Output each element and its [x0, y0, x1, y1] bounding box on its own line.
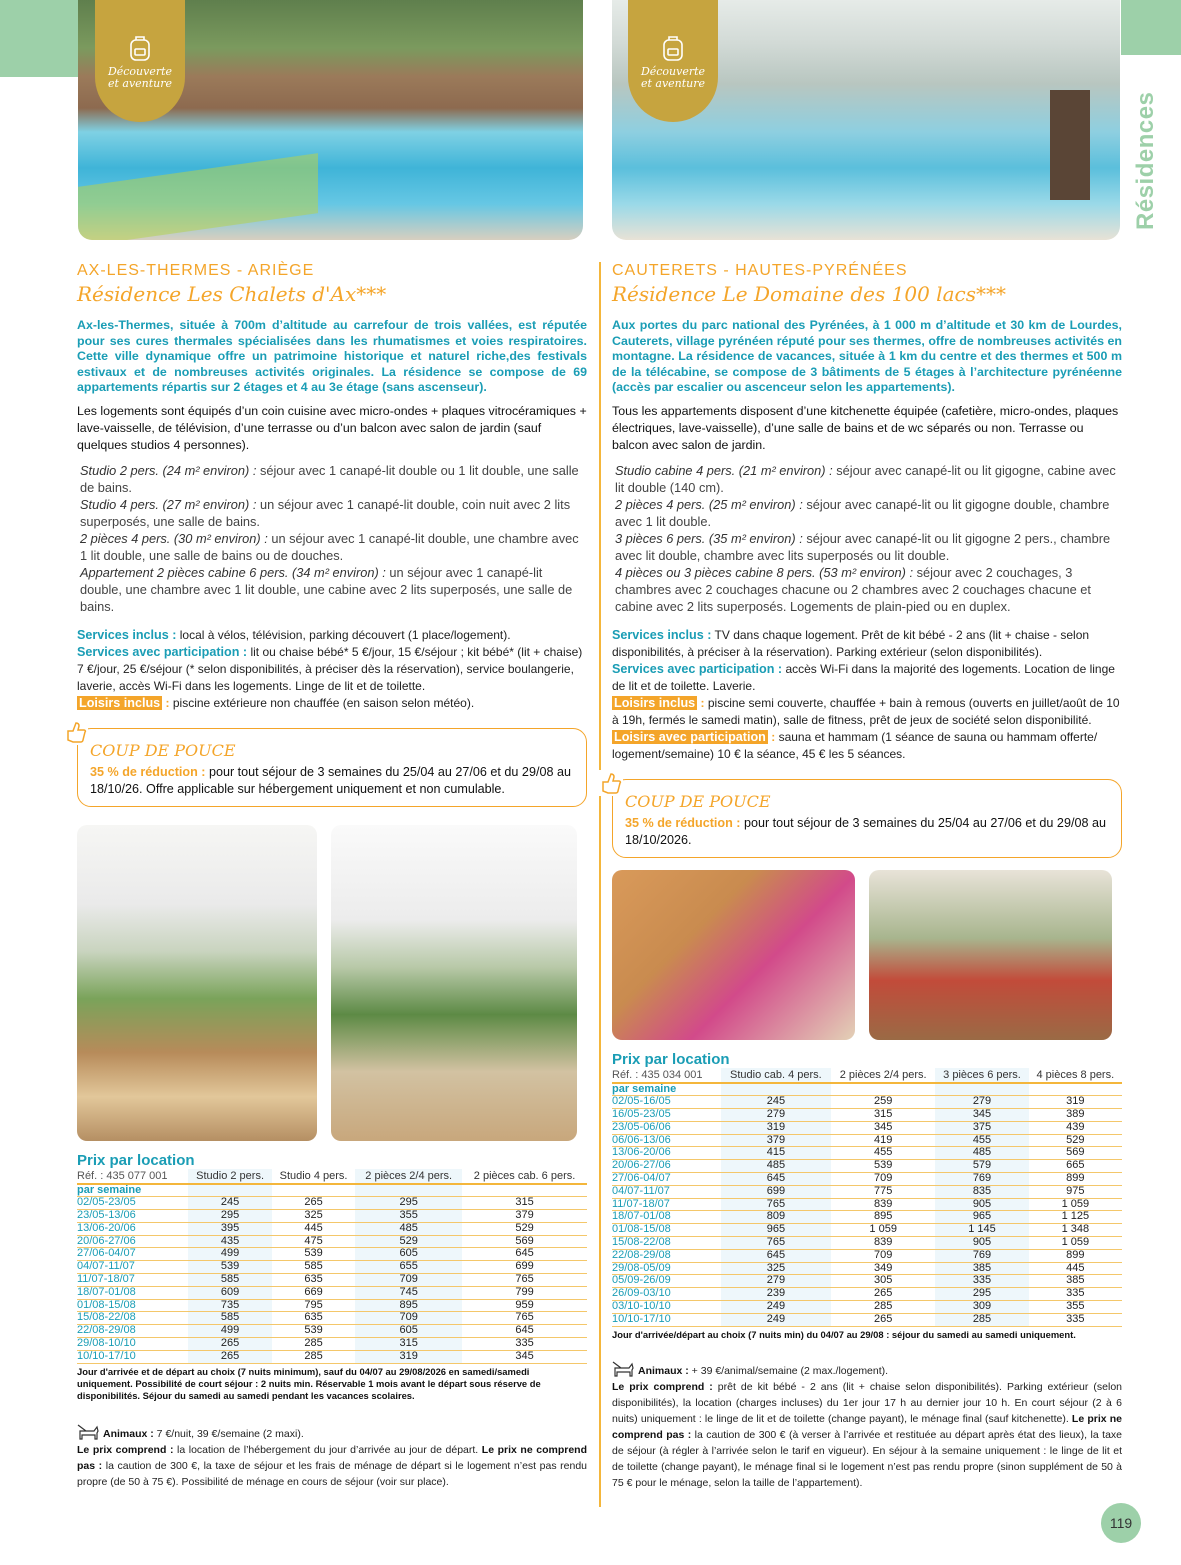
- price-cell: 455: [831, 1147, 935, 1160]
- dog-icon: [77, 1424, 99, 1440]
- period-cell: 11/07-18/07: [77, 1274, 188, 1287]
- price-cell: 899: [1029, 1249, 1122, 1262]
- table-row: [77, 1312, 587, 1325]
- table-row: [612, 1198, 1122, 1211]
- price-cell: 585: [188, 1274, 271, 1287]
- table-row: [612, 1173, 1122, 1186]
- services-block: [612, 627, 1122, 763]
- period-cell: 22/08-29/08: [612, 1249, 721, 1262]
- table-row: [612, 1237, 1122, 1250]
- price-cell: 699: [721, 1185, 831, 1198]
- theme-badge: [95, 0, 185, 122]
- price-cell: 765: [462, 1312, 587, 1325]
- leisure-paid: Loisirs avec participation : sauna et hammam (1 séance de sauna ou hammam offerte/ logement/semaine) 10 € la séance, 45 € les 5 séances.: [612, 729, 1098, 761]
- column-header: 4 pièces 8 pers.: [1029, 1068, 1122, 1083]
- price-cell: 635: [272, 1274, 355, 1287]
- price-cell: 959: [462, 1299, 587, 1312]
- price-cell: 585: [188, 1312, 271, 1325]
- table-row: [77, 1248, 587, 1261]
- price-cell: 529: [355, 1235, 462, 1248]
- photo-living-room: [331, 825, 577, 1141]
- price-cell: 699: [462, 1261, 587, 1274]
- price-cell: 279: [935, 1096, 1028, 1109]
- unit-item: 2 pièces 4 pers. (30 m² environ) : un séjour avec 1 canapé-lit double, une chambre avec 1 lit double, une salle de bains ou de douches.: [80, 530, 579, 563]
- period-cell: 18/07-01/08: [77, 1286, 188, 1299]
- unit-list: [615, 462, 1122, 615]
- promo-title: COUP DE POUCE: [625, 791, 771, 811]
- subheader: par semaine: [77, 1184, 188, 1197]
- price-cell: 905: [935, 1237, 1028, 1250]
- period-cell: 13/06-20/06: [77, 1222, 188, 1235]
- price-cell: 259: [831, 1096, 935, 1109]
- column-header: 2 pièces 2/4 pers.: [355, 1169, 462, 1184]
- price-cell: 315: [462, 1197, 587, 1210]
- price-cell: 1 125: [1029, 1211, 1122, 1224]
- table-row: [77, 1222, 587, 1235]
- price-cell: 835: [935, 1185, 1028, 1198]
- price-conditions: Le prix comprend : la location de l’hébergement du jour d’arrivée au jour de départ. Le prix ne comprend pas : la caution de 300 €, la taxe de séjour et les frais de ménage de départ si le logement n’est pas rendu propre (de 50 à 75 €). Possibilité de ménage en cours de séjour (voir sur place).: [77, 1443, 588, 1488]
- price-cell: 245: [188, 1197, 271, 1210]
- table-row: [612, 1160, 1122, 1173]
- price-cell: 735: [188, 1299, 271, 1312]
- period-cell: 05/09-26/09: [612, 1275, 721, 1288]
- table-row: [612, 1211, 1122, 1224]
- promo-box: [612, 779, 1122, 858]
- price-cell: 315: [831, 1109, 935, 1122]
- badge-line1: Découverte: [640, 65, 706, 78]
- photo-bedroom-balcony: [869, 870, 1112, 1040]
- price-cell: 605: [355, 1248, 462, 1261]
- period-cell: 20/06-27/06: [612, 1160, 721, 1173]
- period-cell: 13/06-20/06: [612, 1147, 721, 1160]
- price-title: Prix par location: [612, 1050, 730, 1068]
- price-cell: 455: [935, 1134, 1028, 1147]
- price-cell: 975: [1029, 1185, 1122, 1198]
- price-cell: 665: [1029, 1160, 1122, 1173]
- unit-item: 3 pièces 6 pers. (35 m² environ) : séjour avec canapé-lit ou lit gigogne 2 pers., chambre avec lit double, chambre avec lits superposés ou lit double.: [615, 530, 1111, 563]
- column-header: Studio 4 pers.: [272, 1169, 355, 1184]
- period-cell: 20/06-27/06: [77, 1235, 188, 1248]
- leisure-included: Loisirs inclus : piscine semi couverte, chauffée + bain à remous (ouverts en juillet/août de 10 à 19h, fermés le samedi matin), salle de fitness, prêt de jeux de société selon disponibilité.: [612, 695, 1120, 727]
- price-cell: 539: [188, 1261, 271, 1274]
- price-cell: 769: [935, 1173, 1028, 1186]
- table-row: [612, 1096, 1122, 1109]
- column-header: 2 pièces 2/4 pers.: [831, 1068, 935, 1083]
- price-cell: 745: [355, 1286, 462, 1299]
- price-cell: 345: [462, 1350, 587, 1363]
- listing-ax-les-thermes: [77, 262, 587, 1490]
- price-cell: 395: [188, 1222, 271, 1235]
- price-cell: 345: [831, 1121, 935, 1134]
- price-cell: 345: [935, 1109, 1028, 1122]
- table-row: [77, 1261, 587, 1274]
- promo-text: 35 % de réduction : pour tout séjour de 3 semaines du 25/04 au 27/06 et du 29/08 au 18/10/2026.: [625, 815, 1106, 847]
- period-cell: 10/10-17/10: [612, 1313, 721, 1326]
- price-conditions: Le prix comprend : prêt de kit bébé - 2 ans (lit + chaise selon disponibilités). Parking extérieur (selon disponibilités), la location (charges incluses) du 1er jour 17 h au dernier jour 10 h. En court séjour (2 à 6 nuits) uniquement : le linge de lit et de toilette (change payant), le ménage final (sauf kitchenette). Le prix ne comprend pas : la caution de 300 € (à verser à l’arrivée et restituée au départ après état des lieux), la taxe de séjour (à régler à l’arrivée selon le tarif en vigueur). En séjour à la semaine uniquement : le linge de lit et de toilette (change payant), le ménage final si le logement n’est pas rendu propre (sinon supplément de 50 à 75 € pour le ménage, selon la taille de l’appartement).: [612, 1380, 1122, 1489]
- price-cell: 309: [935, 1301, 1028, 1314]
- price-cell: 965: [721, 1224, 831, 1237]
- section-label: Résidences: [1132, 91, 1159, 230]
- price-cell: 605: [355, 1325, 462, 1338]
- price-cell: 295: [188, 1210, 271, 1223]
- price-cell: 355: [1029, 1301, 1122, 1314]
- residence-title: Résidence Les Chalets d'Ax***: [77, 282, 387, 306]
- price-cell: 769: [935, 1249, 1028, 1262]
- thumbs-up-icon: [599, 770, 623, 796]
- theme-badge: [628, 0, 718, 122]
- price-cell: 265: [831, 1313, 935, 1326]
- price-cell: 669: [272, 1286, 355, 1299]
- price-cell: 305: [831, 1275, 935, 1288]
- table-row: [77, 1235, 587, 1248]
- price-cell: 249: [721, 1313, 831, 1326]
- unit-list: [80, 462, 587, 615]
- period-cell: 29/08-05/09: [612, 1262, 721, 1275]
- unit-item: Studio cabine 4 pers. (21 m² environ) : séjour avec canapé-lit ou lit gigogne, cabine avec lit double (140 cm).: [615, 462, 1116, 495]
- price-cell: 319: [355, 1350, 462, 1363]
- price-cell: 539: [272, 1325, 355, 1338]
- table-row: [77, 1338, 587, 1351]
- period-cell: 15/08-22/08: [77, 1312, 188, 1325]
- price-cell: 415: [721, 1147, 831, 1160]
- table-row: [612, 1262, 1122, 1275]
- price-cell: 655: [355, 1261, 462, 1274]
- price-cell: 285: [935, 1313, 1028, 1326]
- price-cell: 539: [272, 1248, 355, 1261]
- table-row: [612, 1185, 1122, 1198]
- price-cell: 579: [935, 1160, 1028, 1173]
- table-row: [77, 1274, 587, 1287]
- badge-line1: Découverte: [107, 65, 173, 78]
- price-cell: 295: [935, 1288, 1028, 1301]
- services-block: [77, 627, 587, 712]
- services-paid: Services avec participation : accès Wi-Fi dans la majorité des logements. Location de linge de lit et de toilette. Laverie.: [612, 661, 1115, 693]
- ref-number: Réf. : 435 034 001: [612, 1068, 721, 1083]
- pets-and-price-info: [612, 1361, 1122, 1491]
- photo-dining-room: [77, 825, 317, 1141]
- price-cell: 645: [462, 1325, 587, 1338]
- period-cell: 27/06-04/07: [77, 1248, 188, 1261]
- period-cell: 22/08-29/08: [77, 1325, 188, 1338]
- price-cell: 645: [721, 1249, 831, 1262]
- period-cell: 10/10-17/10: [77, 1350, 188, 1363]
- price-cell: 375: [935, 1121, 1028, 1134]
- price-cell: 389: [1029, 1109, 1122, 1122]
- period-cell: 27/06-04/07: [612, 1173, 721, 1186]
- price-cell: 295: [355, 1197, 462, 1210]
- period-cell: 16/05-23/05: [612, 1109, 721, 1122]
- price-cell: 645: [721, 1173, 831, 1186]
- price-cell: 249: [721, 1301, 831, 1314]
- table-row: [612, 1275, 1122, 1288]
- photo-row: [612, 870, 1122, 1040]
- price-cell: 319: [721, 1121, 831, 1134]
- price-cell: 355: [355, 1210, 462, 1223]
- price-section: [77, 1153, 587, 1402]
- price-cell: 279: [721, 1275, 831, 1288]
- price-cell: 965: [935, 1211, 1028, 1224]
- price-cell: 325: [721, 1262, 831, 1275]
- period-cell: 02/05-23/05: [77, 1197, 188, 1210]
- unit-item: 2 pièces 4 pers. (25 m² environ) : séjour avec canapé-lit ou lit gigogne double, chambre avec 1 lit double.: [615, 496, 1110, 529]
- backpack-icon: [660, 34, 686, 62]
- price-cell: 839: [831, 1198, 935, 1211]
- price-cell: 435: [188, 1235, 271, 1248]
- promo-box: [77, 728, 587, 807]
- price-cell: 325: [272, 1210, 355, 1223]
- section-color-tab-right: [1121, 0, 1181, 55]
- equipment-text: Tous les appartements disposent d’une kitchenette équipée (cafetière, micro-ondes, plaques électriques, lave-vaisselle), d’une salle de bains et de wc séparés ou non. Terrasse ou balcon avec salon de jardin.: [612, 403, 1119, 452]
- unit-item: 4 pièces ou 3 pièces cabine 8 pers. (53 m² environ) : séjour avec 2 couchages, 3 chambres avec 2 couchages chacune ou 2 chambres avec 2 couchages chacune et cabine avec 2 lits superposés. Logements de plain-pied ou en duplex.: [615, 564, 1091, 614]
- price-cell: 529: [462, 1222, 587, 1235]
- intro-text: Ax-les-Thermes, située à 700m d’altitude au carrefour de trois vallées, est réputée pour ses cures thermales spécialisées dans les rhumatismes et voies respiratoires. Cette ville dynamique offre un patrimoine historique et naturel riche,des festivals estivaux et de nombreuses activités originales. La résidence se compose de 69 appartements répartis sur 2 étages et 4 au 3e étage (sans ascenseur).: [77, 318, 587, 394]
- price-cell: 905: [935, 1198, 1028, 1211]
- table-row: [77, 1286, 587, 1299]
- table-row: [612, 1313, 1122, 1326]
- price-cell: 439: [1029, 1121, 1122, 1134]
- price-cell: 539: [831, 1160, 935, 1173]
- price-cell: 285: [831, 1301, 935, 1314]
- price-cell: 775: [831, 1185, 935, 1198]
- price-cell: 1 145: [935, 1224, 1028, 1237]
- price-section: [612, 1052, 1122, 1341]
- period-cell: 15/08-22/08: [612, 1237, 721, 1250]
- price-cell: 385: [1029, 1275, 1122, 1288]
- page-number: 119: [1101, 1503, 1141, 1543]
- price-cell: 709: [355, 1274, 462, 1287]
- table-note: Jour d'arrivée/départ au choix (7 nuits min) du 04/07 au 29/08 : séjour du samedi au samedi uniquement.: [612, 1328, 1076, 1340]
- table-row: [612, 1109, 1122, 1122]
- price-cell: 379: [721, 1134, 831, 1147]
- price-cell: 335: [462, 1338, 587, 1351]
- price-cell: 485: [935, 1147, 1028, 1160]
- price-cell: 529: [1029, 1134, 1122, 1147]
- promo-title: COUP DE POUCE: [90, 740, 236, 760]
- period-cell: 01/08-15/08: [77, 1299, 188, 1312]
- table-row: [77, 1350, 587, 1363]
- section-color-tab: [0, 0, 78, 77]
- equipment-text: Les logements sont équipés d’un coin cuisine avec micro-ondes + plaques vitrocéramiques + lave-vaisselle, de télévision, d’une terrasse ou d’un balcon avec salon de jardin (sauf quelques studios 4 personnes).: [77, 403, 587, 452]
- table-row: [612, 1121, 1122, 1134]
- price-cell: 379: [462, 1210, 587, 1223]
- price-title: Prix par location: [77, 1151, 195, 1169]
- table-row: [77, 1210, 587, 1223]
- price-cell: 1 059: [831, 1224, 935, 1237]
- promo-text: 35 % de réduction : pour tout séjour de 3 semaines du 25/04 au 27/06 et du 29/08 au 18/10/26. Offre applicable sur hébergement uniquement et non cumulable.: [90, 764, 571, 796]
- table-row: [77, 1325, 587, 1338]
- period-cell: 06/06-13/06: [612, 1134, 721, 1147]
- photo-kitchen-breakfast: [612, 870, 855, 1040]
- column-header: 3 pièces 6 pers.: [935, 1068, 1028, 1083]
- period-cell: 04/07-11/07: [77, 1261, 188, 1274]
- pets-line: Animaux : + 39 €/animal/semaine (2 max./logement).: [612, 1361, 1122, 1379]
- price-cell: 335: [1029, 1288, 1122, 1301]
- period-cell: 18/07-01/08: [612, 1211, 721, 1224]
- price-cell: 569: [1029, 1147, 1122, 1160]
- price-cell: 445: [1029, 1262, 1122, 1275]
- leisure-included: Loisirs inclus : piscine extérieure non chauffée (en saison selon météo).: [79, 695, 475, 710]
- sun-loungers: [78, 153, 318, 240]
- photo-row: [77, 825, 587, 1141]
- price-cell: 245: [721, 1096, 831, 1109]
- price-cell: 499: [188, 1325, 271, 1338]
- table-row: [612, 1134, 1122, 1147]
- price-cell: 265: [272, 1197, 355, 1210]
- listing-cauterets: [612, 262, 1122, 1491]
- services-paid: Services avec participation : lit ou chaise bébé* 5 €/jour, 15 €/séjour ; kit bébé* (lit + chaise) 7 €/jour, 25 €/séjour (* selon disponibilités, à préciser dès la réservation), service boulangerie, laverie, accès Wi-Fi dans les logements. Linge de lit et de toilette.: [77, 644, 583, 693]
- table-row: [612, 1224, 1122, 1237]
- price-table: [77, 1169, 587, 1364]
- column-header: Studio cab. 4 pers.: [721, 1068, 831, 1083]
- price-cell: 765: [721, 1198, 831, 1211]
- period-cell: 02/05-16/05: [612, 1096, 721, 1109]
- price-cell: 475: [272, 1235, 355, 1248]
- badge-line2: et aventure: [640, 77, 706, 90]
- price-cell: 335: [935, 1275, 1028, 1288]
- price-cell: 319: [1029, 1096, 1122, 1109]
- column-header: Studio 2 pers.: [188, 1169, 271, 1184]
- services-included: Services inclus : TV dans chaque logement. Prêt de kit bébé - 2 ans (lit + chaise - selon disponibilités, à préciser à la réservation). Parking extérieur (selon disponibilités).: [612, 627, 1090, 659]
- period-cell: 03/10-10/10: [612, 1301, 721, 1314]
- price-cell: 285: [272, 1338, 355, 1351]
- period-cell: 23/05-13/06: [77, 1210, 188, 1223]
- plant-pot: [1050, 90, 1090, 200]
- price-cell: 569: [462, 1235, 587, 1248]
- price-cell: 315: [355, 1338, 462, 1351]
- price-cell: 239: [721, 1288, 831, 1301]
- table-row: [612, 1147, 1122, 1160]
- price-cell: 899: [1029, 1173, 1122, 1186]
- period-cell: 04/07-11/07: [612, 1185, 721, 1198]
- price-cell: 499: [188, 1248, 271, 1261]
- period-cell: 26/09-03/10: [612, 1288, 721, 1301]
- price-cell: 709: [831, 1173, 935, 1186]
- period-cell: 11/07-18/07: [612, 1198, 721, 1211]
- price-table: [612, 1068, 1122, 1327]
- price-cell: 485: [721, 1160, 831, 1173]
- table-row: [612, 1288, 1122, 1301]
- price-cell: 265: [188, 1338, 271, 1351]
- price-cell: 445: [272, 1222, 355, 1235]
- price-cell: 635: [272, 1312, 355, 1325]
- price-cell: 1 059: [1029, 1237, 1122, 1250]
- table-row: [77, 1197, 587, 1210]
- price-cell: 265: [831, 1288, 935, 1301]
- price-cell: 279: [721, 1109, 831, 1122]
- period-cell: 23/05-06/06: [612, 1121, 721, 1134]
- price-cell: 645: [462, 1248, 587, 1261]
- region-heading: CAUTERETS - HAUTES-PYRÉNÉES: [612, 262, 908, 279]
- price-cell: 895: [831, 1211, 935, 1224]
- price-cell: 709: [355, 1312, 462, 1325]
- price-cell: 765: [462, 1274, 587, 1287]
- unit-item: Studio 4 pers. (27 m² environ) : un séjour avec 1 canapé-lit double, coin nuit avec 2 lits superposés, une salle de bains.: [80, 496, 571, 529]
- backpack-icon: [127, 34, 153, 62]
- residence-title: Résidence Le Domaine des 100 lacs***: [612, 282, 1006, 306]
- price-cell: 795: [272, 1299, 355, 1312]
- price-cell: 485: [355, 1222, 462, 1235]
- price-cell: 609: [188, 1286, 271, 1299]
- price-cell: 335: [1029, 1313, 1122, 1326]
- region-heading: AX-LES-THERMES - ARIÈGE: [77, 262, 315, 279]
- table-row: [612, 1249, 1122, 1262]
- column-divider: [599, 262, 601, 1507]
- column-header: 2 pièces cab. 6 pers.: [462, 1169, 587, 1184]
- unit-item: Studio 2 pers. (24 m² environ) : séjour avec 1 canapé-lit double ou 1 lit double, une salle de bains.: [80, 462, 579, 495]
- price-cell: 839: [831, 1237, 935, 1250]
- intro-text: Aux portes du parc national des Pyrénées, à 1 000 m d’altitude et 30 km de Lourdes, Cauterets, village pyrénéen réputé pour ses thermes, offre de nombreuses activités en montagne. La résidence de vacances, située à 1 km du centre et des thermes et 500 m de la télécabine, se compose de 3 bâtiments de 5 étages à l’architecture pyrénéenne (accès par escalier ou ascenceur selon les appartements).: [612, 318, 1122, 394]
- badge-line2: et aventure: [107, 77, 173, 90]
- price-cell: 709: [831, 1249, 935, 1262]
- thumbs-up-icon: [64, 719, 88, 745]
- price-cell: 895: [355, 1299, 462, 1312]
- table-note: Jour d'arrivée et de départ au choix (7 nuits minimum), sauf du 04/07 au 29/08/2026 en samedi/samedi uniquement. Possibilité de court séjour : 2 nuits min. Réservable 1 mois avant le départ sous réserve de disponibilités. Séjour du samedi au samedi pendant les vacances scolaires.: [77, 1365, 541, 1401]
- unit-item: Appartement 2 pièces cabine 6 pers. (34 m² environ) : un séjour avec 1 canapé-lit double, une chambre avec 1 lit double, une cabine avec 2 lits superposés, une salle de bains.: [80, 564, 573, 614]
- ref-number: Réf. : 435 077 001: [77, 1169, 188, 1184]
- subheader: par semaine: [612, 1083, 721, 1096]
- pets-line: Animaux : 7 €/nuit, 39 €/semaine (2 maxi).: [77, 1424, 587, 1442]
- period-cell: 01/08-15/08: [612, 1224, 721, 1237]
- price-cell: 265: [188, 1350, 271, 1363]
- price-cell: 285: [272, 1350, 355, 1363]
- pets-and-price-info: [77, 1424, 587, 1490]
- table-row: [612, 1301, 1122, 1314]
- price-cell: 349: [831, 1262, 935, 1275]
- table-row: [77, 1299, 587, 1312]
- price-cell: 385: [935, 1262, 1028, 1275]
- price-cell: 585: [272, 1261, 355, 1274]
- price-cell: 765: [721, 1237, 831, 1250]
- dog-icon: [612, 1361, 634, 1377]
- services-included: Services inclus : local à vélos, télévision, parking découvert (1 place/logement).: [77, 627, 511, 642]
- price-cell: 809: [721, 1211, 831, 1224]
- price-cell: 419: [831, 1134, 935, 1147]
- price-cell: 799: [462, 1286, 587, 1299]
- price-cell: 1 059: [1029, 1198, 1122, 1211]
- period-cell: 29/08-10/10: [77, 1338, 188, 1351]
- price-cell: 1 348: [1029, 1224, 1122, 1237]
